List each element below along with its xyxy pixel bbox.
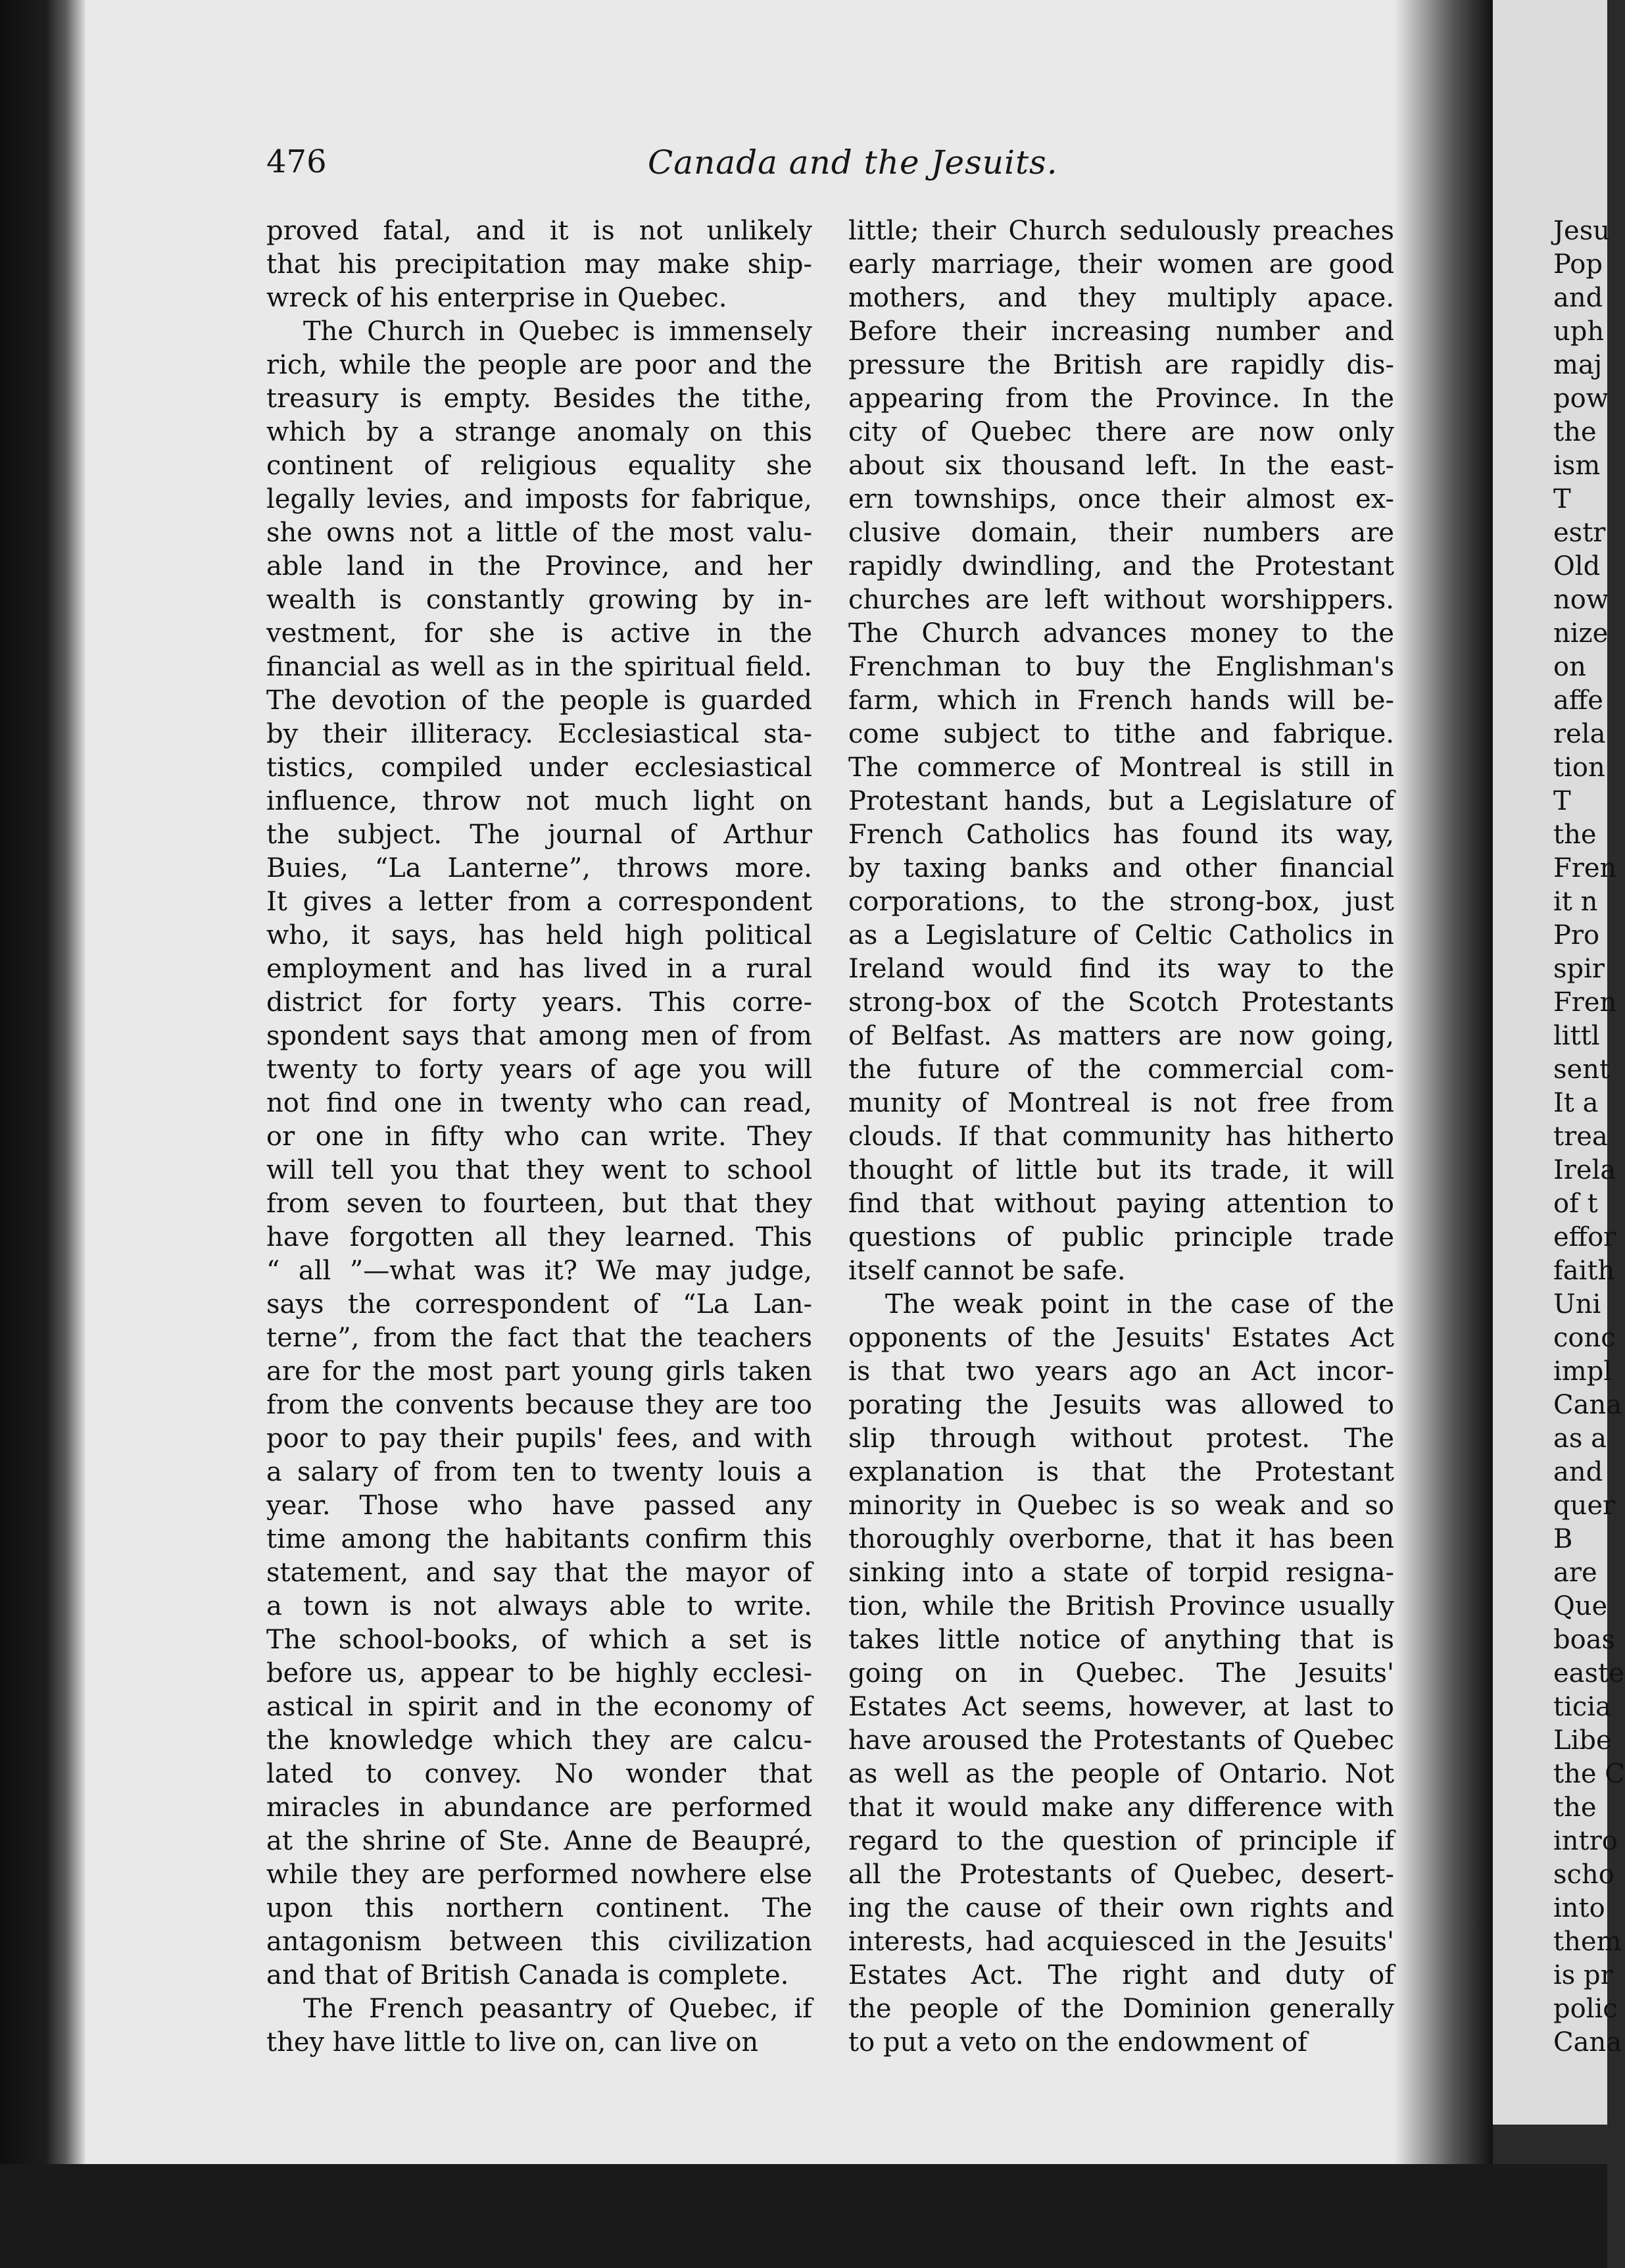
text-line: about six thousand left. In the east-	[848, 451, 1394, 481]
text-line: district for forty years. This corre-	[266, 987, 812, 1018]
text-column-left	[266, 214, 812, 2059]
text-line: the subject. The journal of Arthur	[266, 820, 812, 850]
text-line: antagonism between this civilization	[266, 1927, 812, 1957]
text-line: churches are left without worshippers.	[848, 585, 1394, 615]
text-line: by their illiteracy. Ecclesiastical sta-	[266, 719, 812, 749]
text-line: from the convents because they are too	[266, 1390, 812, 1420]
text-line: the	[1553, 417, 1597, 447]
text-line: Irela	[1553, 1155, 1616, 1185]
text-line: she owns not a little of the most valu-	[266, 518, 812, 548]
text-line: It gives a letter from a correspondent	[266, 887, 812, 917]
text-line: as a Legislature of Celtic Catholics in	[848, 920, 1394, 950]
text-line: the knowledge which they are calcu-	[266, 1725, 812, 1756]
text-line: and	[1553, 283, 1603, 313]
text-line: It a	[1553, 1088, 1599, 1118]
text-line: a town is not always able to write.	[266, 1591, 812, 1621]
text-line: The commerce of Montreal is still in	[848, 752, 1394, 783]
text-line: city of Quebec there are now only	[848, 417, 1394, 447]
text-line: conc	[1553, 1323, 1616, 1353]
text-line: boas	[1553, 1625, 1616, 1655]
text-line: tistics, compiled under ecclesiastical	[266, 752, 812, 783]
left-page-edge	[0, 0, 85, 2268]
text-line: the people of the Dominion generally	[848, 1994, 1394, 2024]
text-line: at the shrine of Ste. Anne de Beaupré,	[266, 1826, 812, 1856]
text-line: before us, appear to be highly ecclesi-	[266, 1658, 812, 1689]
text-line: and	[1553, 1457, 1603, 1487]
text-line: ism	[1553, 451, 1601, 481]
text-line: or one in fifty who can write. They	[266, 1122, 812, 1152]
running-head	[266, 143, 1351, 189]
text-line: which by a strange anomaly on this	[266, 417, 812, 447]
text-line: as a	[1553, 1423, 1607, 1454]
text-line: it n	[1553, 887, 1598, 917]
text-line: regard to the question of principle if	[848, 1826, 1394, 1856]
text-line: Libe	[1553, 1725, 1612, 1756]
text-line: lated to convey. No wonder that	[266, 1759, 812, 1789]
text-line: polic	[1553, 1994, 1618, 2024]
text-line: Que	[1553, 1591, 1608, 1621]
text-line: appearing from the Province. In the	[848, 383, 1394, 414]
text-line: opponents of the Jesuits' Estates Act	[848, 1323, 1394, 1353]
text-line: sent	[1553, 1054, 1611, 1085]
text-line: wealth is constantly growing by in-	[266, 585, 812, 615]
text-line: T	[1553, 786, 1571, 816]
text-line: spir	[1553, 954, 1605, 984]
text-line: pow	[1553, 383, 1609, 414]
text-line: terne”, from the fact that the teachers	[266, 1323, 812, 1353]
page-number: 476	[266, 143, 327, 180]
text-line: miracles in abundance are performed	[266, 1792, 812, 1823]
text-line: early marriage, their women are good	[848, 249, 1394, 280]
text-line: treasury is empty. Besides the tithe,	[266, 383, 812, 414]
text-line: is that two years ago an Act incor-	[848, 1356, 1394, 1387]
text-line: of t	[1553, 1189, 1598, 1219]
text-line: quer	[1553, 1491, 1616, 1521]
text-line: Estates Act seems, however, at last to	[848, 1692, 1394, 1722]
text-line: porating the Jesuits was allowed to	[848, 1390, 1394, 1420]
text-line: have aroused the Protestants of Quebec	[848, 1725, 1394, 1756]
text-line: proved fatal, and it is not unlikely	[266, 216, 812, 246]
text-line: Uni	[1553, 1289, 1601, 1319]
text-line: rapidly dwindling, and the Protestant	[848, 551, 1394, 581]
text-line: Ireland would find its way to the	[848, 954, 1394, 984]
text-line: maj	[1553, 350, 1603, 380]
text-line: little; their Church sedulously preaches	[848, 216, 1394, 246]
text-line: the	[1553, 1792, 1597, 1823]
text-line: all the Protestants of Quebec, desert-	[848, 1860, 1394, 1890]
text-line: able land in the Province, and her	[266, 551, 812, 581]
text-line: Jesu	[1553, 216, 1610, 246]
text-line: the	[1553, 820, 1597, 850]
text-line: influence, throw not much light on	[266, 786, 812, 816]
text-line: ing the cause of their own rights and	[848, 1893, 1394, 1923]
text-line: into	[1553, 1893, 1605, 1923]
text-line: rich, while the people are poor and the	[266, 350, 812, 380]
text-line: munity of Montreal is not free from	[848, 1088, 1394, 1118]
text-line: littl	[1553, 1021, 1600, 1051]
text-line: time among the habitants confirm this	[266, 1524, 812, 1554]
text-line: Pop	[1553, 249, 1603, 280]
text-line: of Belfast. As matters are now going,	[848, 1021, 1394, 1051]
running-title: Canada and the Jesuits.	[648, 143, 1058, 182]
text-line: tion, while the British Province usually	[848, 1591, 1394, 1621]
text-line: who, it says, has held high political	[266, 920, 812, 950]
text-line: Frenchman to buy the Englishman's	[848, 652, 1394, 682]
text-line: the future of the commercial com-	[848, 1054, 1394, 1085]
text-line: estr	[1553, 518, 1606, 548]
text-line: come subject to tithe and fabrique.	[848, 719, 1394, 749]
text-line: Fren	[1553, 987, 1617, 1018]
text-line: and that of British Canada is complete.	[266, 1960, 789, 1990]
text-line: continent of religious equality she	[266, 451, 812, 481]
text-line: astical in spirit and in the economy of	[266, 1692, 812, 1722]
text-line: are	[1553, 1558, 1597, 1588]
text-line: affe	[1553, 685, 1603, 716]
text-line: as well as the people of Ontario. Not	[848, 1759, 1394, 1789]
text-line: B	[1553, 1524, 1573, 1554]
text-line: have forgotten all they learned. This	[266, 1222, 812, 1252]
text-line: to put a veto on the endowment of	[848, 2027, 1307, 2058]
text-line: employment and has lived in a rural	[266, 954, 812, 984]
text-line: interests, had acquiesced in the Jesuits'	[848, 1927, 1394, 1957]
text-line: find that without paying attention to	[848, 1189, 1394, 1219]
text-line: legally levies, and imposts for fabrique,	[266, 484, 812, 514]
text-line: minority in Quebec is so weak and so	[848, 1491, 1394, 1521]
text-line: T	[1553, 484, 1571, 514]
text-line: explanation is that the Protestant	[848, 1457, 1394, 1487]
text-line: strong-box of the Scotch Protestants	[848, 987, 1394, 1018]
text-line: French Catholics has found its way,	[848, 820, 1394, 850]
text-line: Cana	[1553, 1390, 1622, 1420]
text-line: clusive domain, their numbers are	[848, 518, 1394, 548]
text-line: Pro	[1553, 920, 1600, 950]
text-line: financial as well as in the spiritual field.	[266, 652, 812, 682]
text-line: vestment, for she is active in the	[266, 618, 812, 649]
text-line: Old	[1553, 551, 1601, 581]
text-line: poor to pay their pupils' fees, and with	[266, 1423, 812, 1454]
text-line: takes little notice of anything that is	[848, 1625, 1394, 1655]
text-line: sinking into a state of torpid resigna-	[848, 1558, 1394, 1588]
text-line: them	[1553, 1927, 1622, 1957]
text-line: not find one in twenty who can read,	[266, 1088, 812, 1118]
text-line: spondent says that among men of from	[266, 1021, 812, 1051]
scan-bottom-border	[0, 2164, 1607, 2268]
text-line: intro	[1553, 1826, 1618, 1856]
text-line: faith	[1553, 1256, 1615, 1286]
text-line: ticia	[1553, 1692, 1611, 1722]
text-line: corporations, to the strong-box, just	[848, 887, 1394, 917]
text-line: itself cannot be safe.	[848, 1256, 1126, 1286]
text-line: effor	[1553, 1222, 1616, 1252]
text-line: will tell you that they went to school	[266, 1155, 812, 1185]
text-line: easte	[1553, 1658, 1624, 1689]
text-line: that his precipitation may make ship-	[266, 249, 812, 280]
text-line: upon this northern continent. The	[266, 1893, 812, 1923]
text-line: are for the most part young girls taken	[266, 1356, 812, 1387]
text-line: from seven to fourteen, but that they	[266, 1189, 812, 1219]
text-column-facing-page	[1553, 214, 1625, 2059]
text-line: going on in Quebec. The Jesuits'	[848, 1658, 1394, 1689]
text-line: trea	[1553, 1122, 1608, 1152]
text-line: twenty to forty years of age you will	[266, 1054, 812, 1085]
text-line: rela	[1553, 719, 1606, 749]
text-line: year. Those who have passed any	[266, 1491, 812, 1521]
text-column-middle	[848, 214, 1394, 2059]
text-line: Fren	[1553, 853, 1617, 883]
text-line: ern townships, once their almost ex-	[848, 484, 1394, 514]
text-line: that it would make any difference with	[848, 1792, 1394, 1823]
text-line: clouds. If that community has hitherto	[848, 1122, 1394, 1152]
text-line: slip through without protest. The	[848, 1423, 1394, 1454]
text-line: “ all ”—what was it? We may judge,	[266, 1256, 812, 1286]
text-line: farm, which in French hands will be-	[848, 685, 1394, 716]
text-line: on	[1553, 652, 1586, 682]
text-line: says the correspondent of “La Lan-	[266, 1289, 812, 1319]
text-line: thoroughly overborne, that it has been	[848, 1524, 1394, 1554]
text-line: scho	[1553, 1860, 1614, 1890]
text-line: The Church advances money to the	[848, 618, 1394, 649]
text-line: The school-books, of which a set is	[266, 1625, 812, 1655]
text-line: pressure the British are rapidly dis-	[848, 350, 1394, 380]
text-line: they have little to live on, can live on	[266, 2027, 759, 2058]
text-line: The devotion of the people is guarded	[266, 685, 812, 716]
text-line: The French peasantry of Quebec, if	[303, 1994, 812, 2024]
text-line: now	[1553, 585, 1609, 615]
text-line: mothers, and they multiply apace.	[848, 283, 1394, 313]
text-line: impl	[1553, 1356, 1613, 1387]
text-line: Buies, “La Lanterne”, throws more.	[266, 853, 812, 883]
text-line: The weak point in the case of the	[885, 1289, 1394, 1319]
text-line: uph	[1553, 316, 1605, 347]
text-line: questions of public principle trade	[848, 1222, 1394, 1252]
text-line: Before their increasing number and	[848, 316, 1394, 347]
text-line: tion	[1553, 752, 1605, 783]
text-line: the C	[1553, 1759, 1625, 1789]
text-line: thought of little but its trade, it will	[848, 1155, 1394, 1185]
text-line: Protestant hands, but a Legislature of	[848, 786, 1394, 816]
text-line: while they are performed nowhere else	[266, 1860, 812, 1890]
gutter-shadow	[1394, 0, 1493, 2171]
text-line: Estates Act. The right and duty of	[848, 1960, 1394, 1990]
text-line: nize	[1553, 618, 1609, 649]
text-line: wreck of his enterprise in Quebec.	[266, 283, 727, 313]
text-line: Cana	[1553, 2027, 1622, 2058]
text-line: by taxing banks and other financial	[848, 853, 1394, 883]
text-line: statement, and say that the mayor of	[266, 1558, 812, 1588]
text-line: is pr	[1553, 1960, 1613, 1990]
text-line: The Church in Quebec is immensely	[303, 316, 812, 347]
text-line: a salary of from ten to twenty louis a	[266, 1457, 812, 1487]
